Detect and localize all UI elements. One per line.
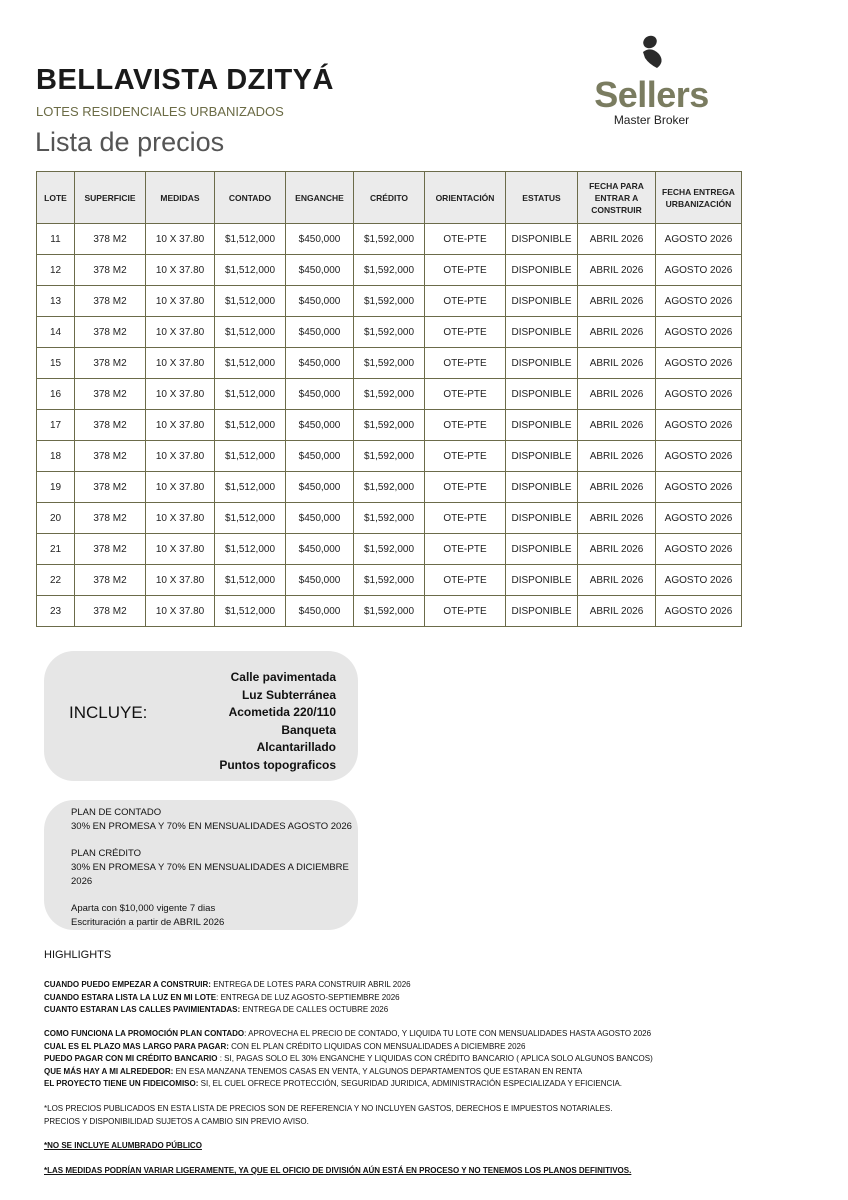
table-cell: $1,512,000 — [215, 255, 286, 286]
table-cell: ABRIL 2026 — [578, 596, 656, 627]
includes-item: Luz Subterránea — [241, 687, 336, 702]
table-cell: $450,000 — [286, 348, 354, 379]
table-cell: OTE-PTE — [425, 317, 506, 348]
table-cell: DISPONIBLE — [506, 503, 578, 534]
table-cell: $1,592,000 — [354, 503, 425, 534]
table-cell: 378 M2 — [75, 534, 146, 565]
disclaimer-availability: PRECIOS Y DISPONIBILIDAD SUJETOS A CAMBIO SIN PREVIO AVISO. — [44, 1117, 309, 1126]
table-cell: $450,000 — [286, 255, 354, 286]
highlights-group-1 — [44, 979, 411, 1017]
includes-item: Alcantarillado — [256, 740, 336, 754]
highlight-answer: EN ESA MANZANA TENEMOS CASAS EN VENTA, Y ALGUNOS DEPARTAMENTOS QUE ESTARAN EN RENTA — [173, 1066, 583, 1076]
payment-plans-box — [44, 800, 358, 930]
table-cell: AGOSTO 2026 — [656, 441, 742, 472]
table-cell: $1,592,000 — [354, 224, 425, 255]
table-cell: 10 X 37.80 — [146, 596, 215, 627]
highlights-title: HIGHLIGHTS — [44, 949, 112, 961]
column-header: FECHA PARA ENTRAR A CONSTRUIR — [578, 172, 656, 224]
table-cell: $1,592,000 — [354, 317, 425, 348]
table-cell: $450,000 — [286, 472, 354, 503]
logo-brand: Sellers — [594, 74, 709, 115]
table-cell: AGOSTO 2026 — [656, 255, 742, 286]
table-cell: $1,512,000 — [215, 410, 286, 441]
table-cell: AGOSTO 2026 — [656, 534, 742, 565]
table-cell: 10 X 37.80 — [146, 255, 215, 286]
table-cell: OTE-PTE — [425, 534, 506, 565]
table-row — [37, 410, 742, 441]
table-cell: OTE-PTE — [425, 379, 506, 410]
table-cell: 378 M2 — [75, 286, 146, 317]
table-cell: ABRIL 2026 — [578, 317, 656, 348]
table-cell: 10 X 37.80 — [146, 348, 215, 379]
table-cell: 10 X 37.80 — [146, 224, 215, 255]
table-cell: 10 X 37.80 — [146, 286, 215, 317]
table-cell: 13 — [37, 286, 75, 317]
table-cell: ABRIL 2026 — [578, 472, 656, 503]
highlight-question: PUEDO PAGAR CON MI CRÉDITO BANCARIO — [44, 1054, 218, 1064]
table-cell: 18 — [37, 441, 75, 472]
table-cell: AGOSTO 2026 — [656, 565, 742, 596]
table-cell: OTE-PTE — [425, 348, 506, 379]
table-cell: 19 — [37, 472, 75, 503]
table-cell: $1,512,000 — [215, 348, 286, 379]
table-cell: AGOSTO 2026 — [656, 596, 742, 627]
table-cell: 20 — [37, 503, 75, 534]
table-cell: 10 X 37.80 — [146, 503, 215, 534]
table-cell: 10 X 37.80 — [146, 565, 215, 596]
table-cell: ABRIL 2026 — [578, 441, 656, 472]
table-cell: $1,512,000 — [215, 286, 286, 317]
table-cell: $1,512,000 — [215, 441, 286, 472]
column-header: CONTADO — [215, 172, 286, 224]
table-cell: DISPONIBLE — [506, 534, 578, 565]
table-cell: 378 M2 — [75, 441, 146, 472]
table-cell: $1,592,000 — [354, 472, 425, 503]
table-cell: AGOSTO 2026 — [656, 379, 742, 410]
table-row — [37, 503, 742, 534]
highlight-answer: : ENTREGA DE LUZ AGOSTO-SEPTIEMBRE 2026 — [216, 992, 400, 1002]
table-cell: AGOSTO 2026 — [656, 348, 742, 379]
table-cell: $1,592,000 — [354, 441, 425, 472]
table-cell: DISPONIBLE — [506, 565, 578, 596]
table-cell: ABRIL 2026 — [578, 503, 656, 534]
table-cell: ABRIL 2026 — [578, 565, 656, 596]
table-cell: DISPONIBLE — [506, 317, 578, 348]
table-cell: AGOSTO 2026 — [656, 317, 742, 348]
column-header: CRÉDITO — [354, 172, 425, 224]
table-cell: $1,512,000 — [215, 534, 286, 565]
table-cell: $1,592,000 — [354, 534, 425, 565]
table-cell: $1,512,000 — [215, 224, 286, 255]
table-cell: DISPONIBLE — [506, 596, 578, 627]
table-cell: AGOSTO 2026 — [656, 472, 742, 503]
highlight-answer: ENTREGA DE CALLES OCTUBRE 2026 — [240, 1005, 389, 1015]
table-row — [37, 286, 742, 317]
table-cell: $1,592,000 — [354, 255, 425, 286]
table-cell: DISPONIBLE — [506, 441, 578, 472]
table-cell: DISPONIBLE — [506, 472, 578, 503]
table-cell: DISPONIBLE — [506, 348, 578, 379]
column-header: ENGANCHE — [286, 172, 354, 224]
column-header: MEDIDAS — [146, 172, 215, 224]
payment-plan: Aparta con $10,000 vigente 7 dias Escrituración a partir de ABRIL 2026 — [71, 903, 225, 928]
note-measures: *LAS MEDIDAS PODRÍAN VARIAR LIGERAMENTE, YA QUE EL OFICIO DE DIVISIÓN AÚN ESTÁ EN PROCESO Y NO TENEMOS LOS PLANOS DEFINITIVOS. — [44, 1166, 632, 1175]
table-cell: 378 M2 — [75, 224, 146, 255]
sellers-logo — [584, 34, 719, 127]
table-cell: $1,512,000 — [215, 596, 286, 627]
table-cell: 378 M2 — [75, 317, 146, 348]
table-cell: 22 — [37, 565, 75, 596]
column-header: SUPERFICIE — [75, 172, 146, 224]
table-cell: OTE-PTE — [425, 441, 506, 472]
table-cell: $450,000 — [286, 224, 354, 255]
includes-box — [44, 651, 358, 781]
table-row — [37, 379, 742, 410]
table-cell: ABRIL 2026 — [578, 286, 656, 317]
table-cell: $450,000 — [286, 565, 354, 596]
includes-label: INCLUYE: — [69, 703, 148, 722]
highlight-question: QUE MÁS HAY A MI ALREDEDOR: — [44, 1066, 174, 1076]
table-cell: $1,512,000 — [215, 565, 286, 596]
table-cell: 10 X 37.80 — [146, 379, 215, 410]
table-cell: $1,592,000 — [354, 596, 425, 627]
table-row — [37, 317, 742, 348]
highlight-question: EL PROYECTO TIENE UN FIDEICOMISO: — [44, 1079, 199, 1089]
table-cell: AGOSTO 2026 — [656, 410, 742, 441]
table-cell: $1,512,000 — [215, 472, 286, 503]
table-cell: 378 M2 — [75, 503, 146, 534]
table-cell: $450,000 — [286, 534, 354, 565]
highlight-question: CUANDO PUEDO EMPEZAR A CONSTRUIR: — [44, 980, 211, 989]
table-cell: ABRIL 2026 — [578, 410, 656, 441]
table-row — [37, 348, 742, 379]
table-cell: 11 — [37, 224, 75, 255]
table-cell: 10 X 37.80 — [146, 472, 215, 503]
highlight-answer: CON EL PLAN CRÉDITO LIQUIDAS CON MENSUALIDADES A DICIEMBRE 2026 — [228, 1041, 526, 1051]
table-row — [37, 565, 742, 596]
table-row — [37, 224, 742, 255]
table-cell: $1,512,000 — [215, 379, 286, 410]
highlight-item — [44, 1041, 653, 1054]
table-row — [37, 255, 742, 286]
disclaimer-prices: *LOS PRECIOS PUBLICADOS EN ESTA LISTA DE PRECIOS SON DE REFERENCIA Y NO INCLUYEN GASTOS, DERECHOS E IMPUESTOS NOTARIALES. — [44, 1104, 613, 1113]
table-cell: 17 — [37, 410, 75, 441]
note-lighting: *NO SE INCLUYE ALUMBRADO PÚBLICO — [44, 1141, 202, 1150]
table-cell: ABRIL 2026 — [578, 224, 656, 255]
table-cell: $450,000 — [286, 286, 354, 317]
highlight-answer: ENTREGA DE LOTES PARA CONSTRUIR ABRIL 2026 — [210, 980, 411, 989]
table-cell: $450,000 — [286, 379, 354, 410]
table-row — [37, 596, 742, 627]
table-cell: 14 — [37, 317, 75, 348]
table-cell: 378 M2 — [75, 348, 146, 379]
table-cell: OTE-PTE — [425, 596, 506, 627]
table-row — [37, 441, 742, 472]
table-cell: 12 — [37, 255, 75, 286]
table-cell: $450,000 — [286, 441, 354, 472]
table-cell: DISPONIBLE — [506, 379, 578, 410]
includes-item: Acometida 220/110 — [228, 705, 336, 719]
highlight-answer: SI, EL CUEL OFRECE PROTECCIÓN, SEGURIDAD JURIDICA, ADMINISTRACIÓN ESPECIALIZADA Y EFICIENCIA. — [198, 1079, 623, 1089]
table-cell: $450,000 — [286, 503, 354, 534]
table-cell: $1,592,000 — [354, 565, 425, 596]
table-cell: DISPONIBLE — [506, 286, 578, 317]
includes-item: Puntos topograficos — [219, 757, 336, 772]
table-cell: $1,592,000 — [354, 286, 425, 317]
highlight-item — [44, 1066, 653, 1079]
highlight-item — [44, 992, 411, 1005]
table-cell: 15 — [37, 348, 75, 379]
project-subtitle: LOTES RESIDENCIALES URBANIZADOS — [36, 104, 284, 119]
table-cell: AGOSTO 2026 — [656, 224, 742, 255]
table-cell: OTE-PTE — [425, 472, 506, 503]
column-header: FECHA ENTREGA URBANIZACIÓN — [656, 172, 742, 224]
table-cell: ABRIL 2026 — [578, 348, 656, 379]
table-cell: OTE-PTE — [425, 224, 506, 255]
s-mark-icon — [637, 34, 667, 72]
table-cell: AGOSTO 2026 — [656, 286, 742, 317]
table-cell: 23 — [37, 596, 75, 627]
highlights-group-2 — [44, 1028, 653, 1091]
includes-item: Banqueta — [281, 722, 336, 737]
table-cell: $1,592,000 — [354, 348, 425, 379]
table-cell: $1,512,000 — [215, 317, 286, 348]
highlight-question: COMO FUNCIONA LA PROMOCIÓN PLAN CONTADO — [44, 1029, 245, 1038]
table-cell: DISPONIBLE — [506, 224, 578, 255]
includes-list — [219, 669, 336, 774]
table-cell: 10 X 37.80 — [146, 317, 215, 348]
table-cell: 21 — [37, 534, 75, 565]
table-cell: 378 M2 — [75, 472, 146, 503]
price-table — [36, 171, 742, 627]
table-cell: 378 M2 — [75, 410, 146, 441]
highlight-question: CUANDO ESTARA LISTA LA LUZ EN MI LOTE — [44, 992, 217, 1002]
table-cell: $450,000 — [286, 596, 354, 627]
table-cell: OTE-PTE — [425, 410, 506, 441]
includes-item: Calle pavimentada — [230, 670, 336, 684]
table-cell: $1,592,000 — [354, 379, 425, 410]
column-header: ORIENTACIÓN — [425, 172, 506, 224]
table-cell: OTE-PTE — [425, 503, 506, 534]
table-cell: 10 X 37.80 — [146, 441, 215, 472]
table-row — [37, 472, 742, 503]
table-cell: DISPONIBLE — [506, 255, 578, 286]
table-cell: AGOSTO 2026 — [656, 503, 742, 534]
highlight-item — [44, 979, 411, 992]
price-list-title: Lista de precios — [35, 127, 225, 157]
table-cell: 378 M2 — [75, 379, 146, 410]
highlight-answer: : SI, PAGAS SOLO EL 30% ENGANCHE Y LIQUIDAS CON CRÉDITO BANCARIO ( APLICA SOLO ALGUNOS BANCOS) — [217, 1054, 653, 1064]
highlight-question: CUAL ES EL PLAZO MAS LARGO PARA PAGAR: — [44, 1041, 229, 1051]
table-cell: 16 — [37, 379, 75, 410]
table-cell: 378 M2 — [75, 596, 146, 627]
payment-plan: PLAN DE CONTADO 30% EN PROMESA Y 70% EN MENSUALIDADES AGOSTO 2026 — [71, 807, 352, 832]
highlight-question: CUANTO ESTARAN LAS CALLES PAVIMIENTADAS: — [44, 1005, 241, 1015]
table-cell: OTE-PTE — [425, 286, 506, 317]
highlight-item — [44, 1078, 653, 1091]
table-cell: 10 X 37.80 — [146, 410, 215, 441]
column-header: LOTE — [37, 172, 75, 224]
payment-plan: PLAN CRÉDITO 30% EN PROMESA Y 70% EN MENSUALIDADES A DICIEMBRE 2026 — [71, 848, 349, 887]
highlight-item — [44, 1028, 653, 1041]
table-cell: 10 X 37.80 — [146, 534, 215, 565]
table-cell: OTE-PTE — [425, 255, 506, 286]
highlight-item — [44, 1053, 653, 1066]
highlight-item — [44, 1004, 411, 1017]
table-cell: OTE-PTE — [425, 565, 506, 596]
table-cell: ABRIL 2026 — [578, 534, 656, 565]
table-cell: 378 M2 — [75, 255, 146, 286]
table-cell: 378 M2 — [75, 565, 146, 596]
highlight-answer: : APROVECHA EL PRECIO DE CONTADO, Y LIQUIDA TU LOTE CON MENSUALIDADES HASTA AGOSTO 2026 — [244, 1029, 652, 1038]
project-title: BELLAVISTA DZITYÁ — [36, 64, 334, 96]
table-cell: $450,000 — [286, 317, 354, 348]
table-cell: ABRIL 2026 — [578, 255, 656, 286]
table-cell: $1,512,000 — [215, 503, 286, 534]
column-header: ESTATUS — [506, 172, 578, 224]
table-cell: DISPONIBLE — [506, 410, 578, 441]
table-cell: $1,592,000 — [354, 410, 425, 441]
table-cell: ABRIL 2026 — [578, 379, 656, 410]
table-cell: $450,000 — [286, 410, 354, 441]
logo-tagline: Master Broker — [613, 113, 690, 127]
table-row — [37, 534, 742, 565]
